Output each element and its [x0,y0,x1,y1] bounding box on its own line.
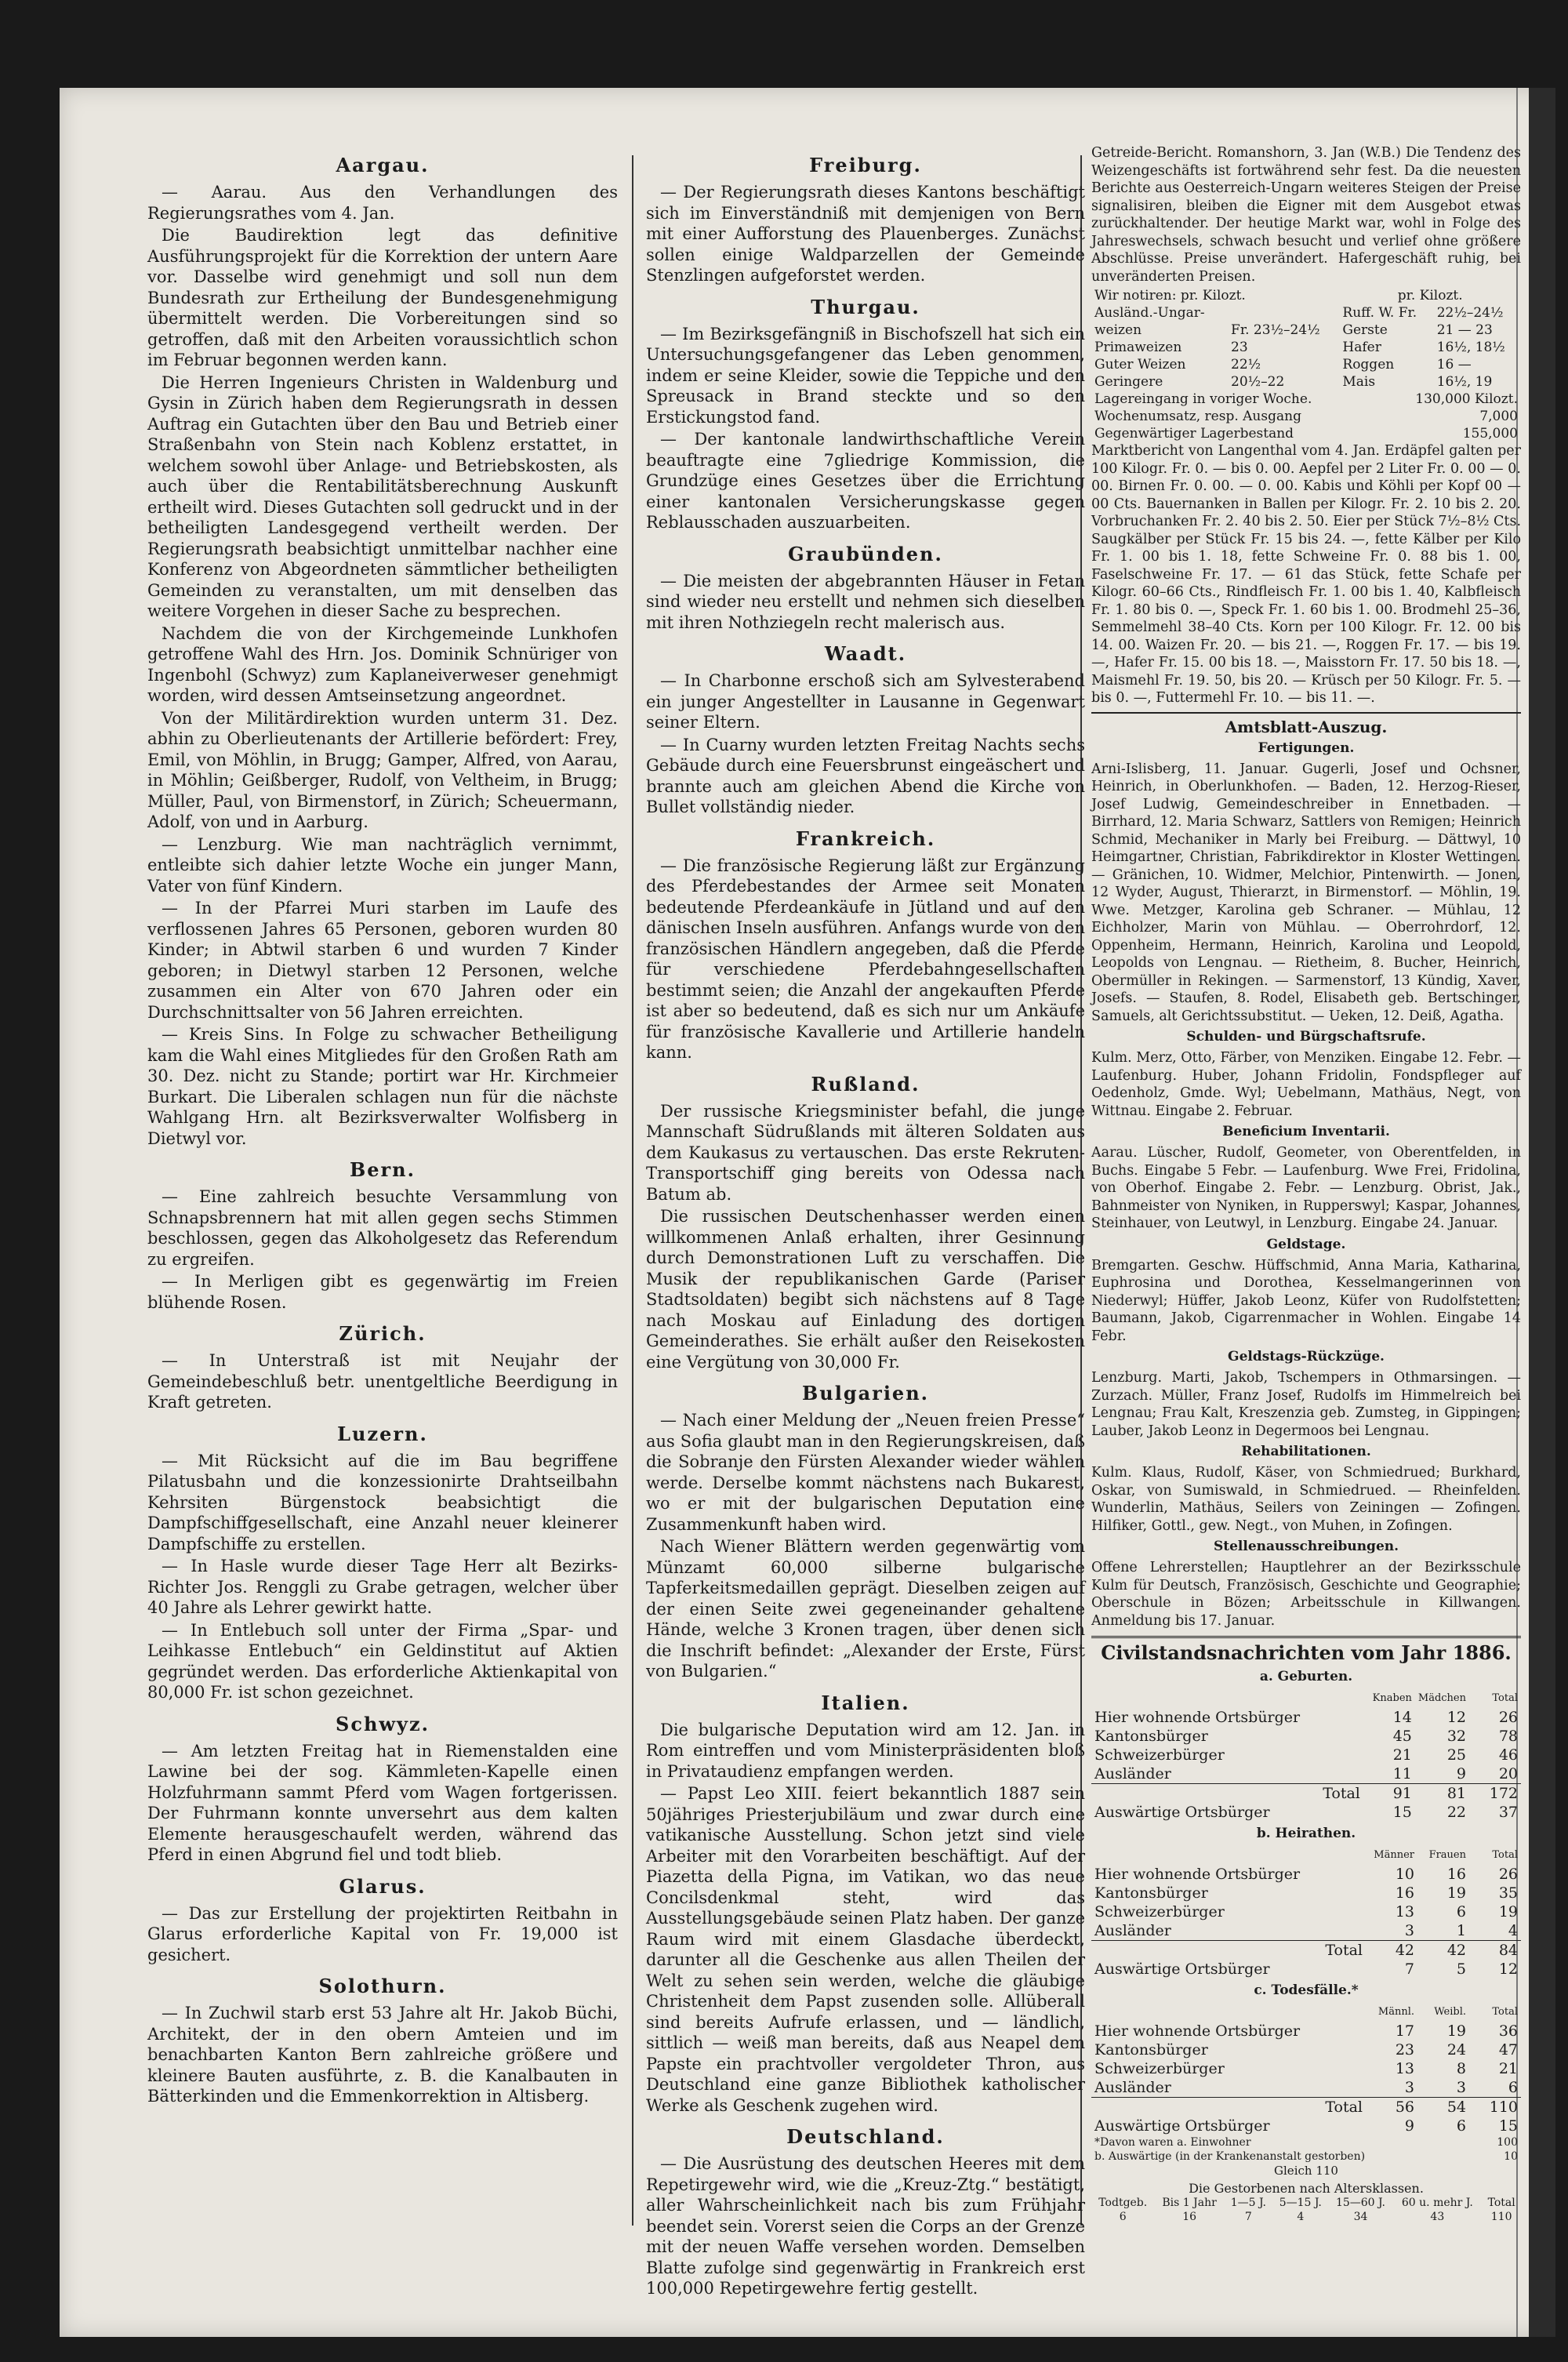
age-value: 110 [1490,2211,1512,2223]
stat-row [1091,2022,1521,2040]
stat-label: Hier wohnende Ortsbürger [1094,1866,1301,1883]
stat-value: 3 [1404,2079,1414,2096]
stat-value: 21 [1498,2060,1518,2077]
stat-value: 26 [1498,1709,1518,1726]
stat-value: 13 [1395,1903,1414,1920]
stat-label: Schweizerbürger [1094,2060,1225,2077]
section-heading: Frankreich. [795,827,936,850]
fertigungen-text: Arni-Islisberg, 11. Januar. Gugerli, Josef und Ochsner, Heinrich, in Oberlunkhofen. — Baden, 12. Herzog-Rieser, Josef Ludwig, Gemeindeschreiber in Ennetbaden. — Birrhard, 12. Maria Schwarz, Sattlers von Remigen; Heinrich Schmid, Mechaniker in Marly bei Freiburg. — Dättwyl, 10 Heimgartner, Christian, Fabrikdirektor in Kloster Wettingen. — Gränichen, 10. Widmer, Melchior, Pintenwirth. — Jonen, 12 Wyder, August, Thierarzt, in Birmenstorf. — Möhlin, 19. Wwe. Metzger, Karolina geb Schraner. — Mühlau, 12 Eichholzer, Marin von Mühlau. — Oberrohrdorf, 12. Oppenheim, Hermann, Heinrich, Karolina und Leopold, Leopolds von Lengnau. — Rietheim, 8. Bucher, Heinrich, Obermüller in Rekingen. — Sarmenstorf, 13 Kündig, Xaver, Josefs. — Staufen, 8. Rodel, Elisabeth geb. Bertschinger, Samuels, alt Gerichtssubstitut. — Ueken, 12. Deiß, Agatha. [1091,761,1521,1024]
stellen-text: Offene Lehrerstellen; Hauptlehrer an der Bezirksschule Kulm für Deutsch, Französisch, Geschichte und Geographie; Oberschule in Bözen; Arbeitsschule in Killwangen. Anmeldung bis 17. Januar. [1091,1560,1521,1629]
stat-header-blank [1091,2003,1366,2022]
article-paragraph: Nach Wiener Blättern werden gegenwärtig vom Münzamt 60,000 silberne bulgarische Tapferkeitsmedaillen geprägt. Dieselben zeigen auf der einen Seite zwei gegeneinander gehaltene Hände, welche 3 Kronen tragen, über denen sich die Inschrift befindet: „Alexander der Erste, Fürst von Bulgarien.“ [646,1537,1085,1681]
stat-row [1091,1708,1521,1727]
price-cell: Mais [1342,374,1376,390]
stat-column-header: Männl. [1377,2006,1414,2018]
section-heading: Aargau. [336,154,430,176]
price-cell: Guter Weizen [1094,357,1186,372]
section-heading: Bulgarien. [801,1382,930,1404]
stat-value: 9 [1456,1765,1466,1782]
stock-label: Lagereingang in voriger Woche. [1094,391,1312,407]
stock-row [1091,408,1521,425]
stat-value: 12 [1446,1709,1466,1726]
age-column-header: 60 u. mehr J. [1401,2197,1473,2209]
article-paragraph: Die bulgarische Deputation wird am 12. Jan. in Rom eintreffen und vom Ministerpräsidenten bloß in Privataudienz empfangen werden. [646,1720,1085,1781]
section-heading: Freiburg. [809,154,922,176]
stat-value: 16 [1395,1884,1414,1902]
stat-value: 12 [1498,1960,1518,1978]
stock-label: Gegenwärtiger Lagerbestand [1094,426,1294,442]
section-heading: Schwyz. [336,1712,430,1735]
stat-label: Hier wohnende Ortsbürger [1094,2022,1301,2040]
stat-value: 56 [1395,2099,1414,2116]
article-paragraph: — In Merligen gibt es gegenwärtig im Freien blühende Rosen. [147,1272,618,1312]
price-cell: Fr. 23½–24½ [1231,322,1320,338]
section-heading: Graubünden. [788,542,943,565]
section-heading: Thurgau. [811,295,920,318]
stock-table [1091,391,1521,442]
article-paragraph: Die Herren Ingenieurs Christen in Waldenburg und Gysin in Zürich haben dem Regierungsrath in dessen Auftrag ein Gutachten über den Bau und Betrieb einer Straßenbahn von Stein nach Koblenz erstattet, in welchem sowohl über Anlage- und Betriebskosten, als auch über die Rentabilitätsberechnung Auskunft ertheilt wird. Dieses Gutachten soll gedruckt und in der betheiligten Landesgegend vertheilt werden. Der Regierungsrath beabsichtigt unmittelbar nachher eine Konferenz von Abgeordneten sämmtlicher betheiligten Gemeinden zu veranstalten, um mit denselben das weitere Vorgehen in dieser Sache zu besprechen. [147,372,618,620]
article-paragraph: — In der Pfarrei Muri starben im Laufe des verflossenen Jahres 65 Personen, geboren wurden 80 Kinder; in Abtwil starben 6 und wurden 7 Kinder geboren; in Dietwyl starben 12 Personen, welche zusammen ein Alter von 670 Jahren oder ein Durchschnittsalter von 56 Jahren erreichten. [147,899,618,1022]
stat-row [1091,2078,1521,2098]
stat-value: 6 [1456,1903,1466,1920]
stat-row [1091,2098,1521,2117]
price-cell: 20½–22 [1231,374,1285,390]
article-paragraph: — Am letzten Freitag hat in Riemenstalden eine Lawine bei der sog. Kämmleten-Kapelle einen Holzfuhrmann sammt Pferd vom Wagen fortgerissen. Der Fuhrmann konnte unversehrt aus dem kalten Elemente herausgeschaufelt werden, während das Pferd in einen Abgrund fiel und todt blieb. [147,1741,618,1864]
stat-value: 47 [1498,2041,1518,2059]
stat-value: 1 [1456,1922,1466,1939]
price-row [1091,373,1521,391]
price-cell: Gerste [1342,322,1388,338]
stat-column-header: Weibl. [1434,2006,1466,2018]
age-column-header: Todtgeb. [1098,2197,1148,2209]
age-column-header: 5—15 J. [1279,2197,1322,2209]
stat-value: 42 [1446,1942,1466,1959]
grain-report: Getreide-Bericht. Romanshorn, 3. Jan (W.B.) Die Tendenz des Weizengeschäfts ist fortwährend sehr fest. Da die neuesten Berichte aus Oesterreich-Ungarn weiteres Steigen der Preise signalisiren, bleiben die Eigner mit dem Ausgebot etwas zurückhaltender. Der heutige Markt war, wohl in Folge des Jahreswechsels, schwach besucht und verlief ohne größere Abschlüsse. Preise unverändert. Hafergeschäft ruhig, bei unveränderten Preisen. [1091,145,1521,285]
stat-value: 35 [1498,1884,1518,1902]
age-classes-heading: Die Gestorbenen nach Altersklassen. [1189,2181,1424,2196]
section-heading: Bern. [349,1158,416,1181]
age-column-header: 15—60 J. [1335,2197,1386,2209]
stat-value: 11 [1392,1765,1412,1782]
stock-value: 155,000 [1462,426,1518,442]
stat-row [1091,1746,1521,1764]
article-paragraph: — Mit Rücksicht auf die im Bau begriffene Pilatusbahn und die konzessionirte Drahtseilbahn Kehrsiten Bürgenstock beabsichtigt die Dampfschiffgesellschaft, eine Anzahl neuer kleinerer Dampfschiffe zu erstellen. [147,1451,618,1553]
stat-label: Kantonsbürger [1094,1728,1208,1745]
deaths-heading: c. Todesfälle.* [1254,1982,1359,1998]
stat-value: 4 [1508,1922,1518,1939]
section-heading: Deutschland. [786,2125,945,2148]
stat-row [1091,1784,1521,1804]
age-classes-table [1091,2196,1521,2224]
price-cell: Primaweizen [1094,340,1182,355]
stat-column-header: Knaben [1372,1692,1412,1704]
deaths-note-2-value: 10 [1504,2150,1518,2163]
stat-row [1091,1803,1521,1822]
newspaper-page [60,88,1555,2337]
price-cell: weizen [1094,322,1142,338]
schulden-heading: Schulden- und Bürgschaftsrufe. [1186,1029,1426,1045]
stat-label: Schweizerbürger [1094,1746,1225,1764]
price-row [1091,356,1521,373]
price-row [1091,304,1521,322]
stat-row [1091,2059,1521,2078]
stat-value: 9 [1404,2117,1414,2135]
article-paragraph: — Aarau. Aus den Verhandlungen des Regierungsrathes vom 4. Jan. [147,183,618,223]
stat-value: 15 [1498,2117,1518,2135]
article-paragraph: Von der Militärdirektion wurden unterm 31. Dez. abhin zu Oberlieutenants der Artillerie befördert: Frey, Emil, von Möhlin, in Brugg; Gamper, Alfred, von Aarau, in Möhlin; Geißberger, Rudolf, von Veltheim, in Brugg; Müller, Paul, von Birmenstorf, in Zürich; Scheuermann, Adolf, von und in Aarburg. [147,708,618,831]
age-value: 34 [1353,2211,1368,2223]
article-paragraph: Die Baudirektion legt das definitive Ausführungsprojekt für die Korrektion der untern Aare vor. Dasselbe wird genehmigt und soll nun dem Bundesrath zur Ertheilung der Bundesgenehmigung übermittelt werden. Die Vorbereitungen sind so getroffen, daß mit den Arbeiten voraussichtlich schon im Februar begonnen werden kann. [147,226,618,369]
price-cell [1228,304,1339,322]
stat-label: Schweizerbürger [1094,1903,1225,1920]
stock-value: 7,000 [1479,409,1518,424]
article-paragraph: — In Entlebuch soll unter der Firma „Spar- und Leihkasse Entlebuch“ ein Geldinstitut auf Aktien gegründet werden. Das erforderliche Aktienkapital von 80,000 Fr. ist schon gezeichnet. [147,1620,618,1702]
deaths-sum: Gleich 110 [1274,2164,1338,2178]
stat-value: 37 [1498,1804,1518,1821]
stat-value: 3 [1456,2079,1466,2096]
stat-column-header: Total [1492,2006,1518,2018]
stat-label: Kantonsbürger [1094,2041,1208,2059]
price-header-left: Wir notiren: pr. Kilozt. [1094,288,1246,303]
stat-value: 36 [1498,2022,1518,2040]
stat-label: Hier wohnende Ortsbürger [1094,1709,1301,1726]
price-row [1091,322,1521,339]
price-cell: Roggen [1342,357,1395,372]
stock-row [1091,425,1521,442]
stock-row [1091,391,1521,408]
amtsblatt-heading: Amtsblatt-Auszug. [1225,717,1388,736]
article-paragraph: — In Cuarny wurden letzten Freitag Nachts sechs Gebäude durch eine Feuersbrunst eingeäschert und brannte auch am gleichen Abend die Kirche von Bullet vollständig nieder. [646,735,1085,816]
stat-value: 78 [1498,1728,1518,1745]
article-paragraph: — Die Ausrüstung des deutschen Heeres mit dem Repetirgewehr wird, wie die „Kreuz-Ztg.“ bestätigt, aller Wahrscheinlichkeit nach bis zum Frühjahr beendet sein. Vorerst seien die Corps an der Grenze mit der neuen Waffe versehen worden. Demselben Blatte zufolge sind gegenwärtig in Frankreich erst 100,000 Repetirgewehre fertig gestellt. [646,2154,1085,2298]
age-value: 7 [1244,2211,1252,2223]
geldstage-text: Bremgarten. Geschw. Hüffschmid, Anna Maria, Katharina, Euphrosina und Dorothea, Kesselmangerinnen von Niederwyl; Hüffer, Jakob Leonz, Küfer von Rudolfstetten; Baumann, Jakob, Cigarrenmacher in Wohlen. Eingabe 14 Febr. [1091,1257,1521,1344]
schulden-text: Kulm. Merz, Otto, Färber, von Menziken. Eingabe 12. Febr. — Laufenburg. Huber, Johann Fridolin, Fondspfleger auf Oedenholz, Gmde. Wyl; Uebelmann, Mathäus, Negt, von Wittnau. Eingabe 2. Februar. [1091,1050,1521,1119]
price-cell: 23 [1231,340,1248,355]
stat-value: 3 [1404,1922,1414,1939]
article-paragraph: — In Unterstraß ist mit Neujahr der Gemeindebeschluß betr. unentgeltliche Beerdigung in Kraft getreten. [147,1351,618,1412]
price-cell: 16½, 18½ [1436,340,1505,355]
age-column-header: 1—5 J. [1230,2197,1266,2209]
marriages-table [1091,1846,1521,1979]
stat-value: 23 [1395,2041,1414,2059]
section-heading: Italien. [821,1691,910,1714]
deaths-note-2: b. Auswärtige (in der Krankenanstalt gestorben) [1094,2150,1366,2163]
stat-value: 32 [1446,1728,1466,1745]
section-heading: Rußland. [811,1072,920,1096]
price-header-right: pr. Kilozt. [1397,288,1463,303]
article-paragraph: — Kreis Sins. In Folge zu schwacher Betheiligung kam die Wahl eines Mitgliedes für den Großen Rath am 30. Dez. nicht zu Stande; portirt war Hr. Kirchmeier Burkart. Die Liberalen schlagen nun für die nächste Wahlgang Hrn. alt Bezirksverwalter Wolfisberg in Dietwyl vor. [147,1025,618,1148]
divider [1091,712,1521,714]
deaths-note-1: *Davon waren a. Einwohner [1094,2136,1251,2149]
article-paragraph: Der russische Kriegsminister befahl, die junge Mannschaft Südrußlands mit älteren Soldaten aus dem Kaukasus zu vertauschen. Das erste Rekruten-Transportschiff ging bereits von Odessa nach Batum ab. [646,1101,1085,1204]
stat-value: 172 [1489,1785,1518,1802]
age-value: 16 [1182,2211,1197,2223]
stat-label: Auswärtige Ortsbürger [1094,1804,1270,1821]
stat-row [1091,2040,1521,2059]
stat-header-row [1091,2003,1521,2022]
article-paragraph: — Die französische Regierung läßt zur Ergänzung des Pferdebestandes der Armee seit Monaten bedeutende Pferdeankäufe in Jütland und auf den dänischen Inseln ausführen. Anfangs wurde von den französischen Händlern angegeben, daß die Pferde für verschiedene Pferdebahngesellschaften bestimmt seien; die Anzahl der angekauften Pferde ist aber so bedeutend, daß es sich nur um Ankäufe für französische Kavallerie und Artillerie handeln kann. [646,856,1085,1062]
column-middle [646,144,1085,2301]
stat-label: Kantonsbürger [1094,1884,1208,1902]
stat-label: Auswärtige Ortsbürger [1094,2117,1270,2135]
stat-value: 6 [1508,2079,1518,2096]
price-cell: 22½ [1231,357,1261,372]
deaths-note-1-value: 100 [1497,2136,1518,2149]
column-left [147,144,618,2109]
stat-label: Ausländer [1094,1765,1171,1782]
stat-value: 110 [1489,2099,1518,2116]
stat-header-row [1091,1846,1521,1865]
stat-value: 24 [1446,2041,1466,2059]
stat-value: 10 [1395,1866,1414,1883]
stat-row [1091,1764,1521,1784]
fertigungen-heading: Fertigungen. [1258,739,1355,756]
stat-value: 26 [1498,1866,1518,1883]
stat-header-blank [1091,1846,1366,1865]
rueckzuege-text: Lenzburg. Marti, Jakob, Tschempers in Othmarsingen. — Zurzach. Müller, Franz Josef, Rudolfs im Himmelreich bei Lengnau; Frau Kalt, Kreszenzia geb. Zumsteg, in Gippingen; Lauber, Jakob Leonz in Degermoos bei Lengnau. [1091,1370,1521,1439]
age-value-row [1091,2210,1521,2224]
section-heading: Zürich. [339,1322,426,1345]
geldstage-heading: Geldstage. [1266,1236,1346,1252]
stat-row [1091,1865,1521,1884]
page-edge-shadow [1529,88,1555,2337]
article-paragraph: — In Hasle wurde dieser Tage Herr alt Bezirks-Richter Jos. Renggli zu Grabe getragen, welcher über 40 Jahre als Lehrer gewirkt hatte. [147,1557,618,1617]
births-heading: a. Geburten. [1259,1669,1353,1684]
price-cell: Ruff. W. Fr. [1342,305,1417,321]
article-paragraph: — In Zuchwil starb erst 53 Jahre alt Hr. Jakob Büchi, Architekt, der in den obern Amteien und im benachbarten Kanton Bern zahlreiche größere und kleinere Bauten ausführte, z. B. die Kanalbauten in Bätterkinden und die Emmenkorrektion in Altisberg. [147,2004,618,2106]
article-paragraph: — Im Bezirksgefängniß in Bischofszell hat sich ein Untersuchungsgefangener das Leben genommen, indem er seine Kleider, sowie die Teppiche und den Spreusack in Brand steckte und so den Erstickungstod fand. [646,324,1085,427]
civil-registry-title: Civilstandsnachrichten vom Jahr 1886. [1091,1636,1521,1665]
deaths-note-table [1091,2135,1521,2164]
stat-label: Ausländer [1094,2079,1171,2096]
stat-value: 8 [1456,2060,1466,2077]
stat-value: 54 [1446,2099,1466,2116]
age-column-header: Bis 1 Jahr [1162,2197,1217,2209]
age-header-row [1091,2196,1521,2210]
stat-value: 14 [1392,1709,1412,1726]
column-rule [632,155,633,2226]
section-heading: Waadt. [824,642,907,665]
stat-label: Total [1323,1785,1360,1802]
article-paragraph: — Die meisten der abgebrannten Häuser in Fetan sind wieder neu erstellt und nehmen sich dieselben mit ihren Nothziegeln recht malerisch aus. [646,571,1085,632]
market-report-langenthal: Marktbericht von Langenthal vom 4. Jan. Erdäpfel galten per 100 Kilogr. Fr. 0. — bis 0. 00. Aepfel per 2 Liter Fr. 0. 00 — 0. 00. Birnen Fr. 0. 00. — 0. 00. Kabis und Köhli per Kopf 00 — 00 Cts. Bauernanken in Ballen per Kilogr. Fr. 2. 10 bis 2. 20. Vorbruchanken Fr. 2. 40 bis 2. 50. Eier per Stück 7½–8½ Cts. Saugkälber per Stück Fr. 15 bis 24. —, fette Kälber per Kilo Fr. 1. 00 bis 1. 18, fette Schweine Fr. 0. 88 bis 1. 00, Faselschweine Fr. 17. — 61 das Stück, fette Schafe per Kilogr. 60–66 Cts., Rindfleisch Fr. 1. 00 bis 1. 40, Kalbfleisch Fr. 1. 80 bis 0. —, Speck Fr. 1. 60 bis 1. 00. Brodmehl 25–36, Semmelmehl 38–40 Cts. Korn per 100 Kilogr. Fr. 12. 00 bis 14. 00. Waizen Fr. 20. — bis 21. —, Roggen Fr. 17. — bis 19. —, Hafer Fr. 15. 00 bis 18. —, Maisstorn Fr. 17. 50 bis 18. —, Maismehl Fr. 19. 50, bis 20. — Krüsch per 50 Kilogr. Fr. 5. — bis 0. —, Futtermehl Fr. 10. — bis 11. —. [1091,443,1522,706]
stat-column-header: Mädchen [1417,1692,1466,1704]
inventar-heading: Beneficium Inventarii. [1222,1124,1390,1139]
stat-header-blank [1091,1689,1363,1708]
stat-label: Auswärtige Ortsbürger [1094,1960,1270,1978]
price-cell: 16½, 19 [1436,374,1493,390]
stat-value: 91 [1392,1785,1412,1802]
stat-column-header: Total [1492,1692,1518,1704]
rueckzuege-heading: Geldstags-Rückzüge. [1228,1349,1385,1365]
age-column-header: Total [1487,2197,1515,2209]
age-value: 43 [1430,2211,1445,2223]
age-value: 4 [1297,2211,1305,2223]
stat-value: 13 [1395,2060,1414,2077]
stat-value: 19 [1446,2022,1466,2040]
stat-value: 81 [1446,1785,1466,1802]
marriages-heading: b. Heirathen. [1256,1826,1356,1841]
stat-value: 19 [1446,1884,1466,1902]
article-paragraph: — Papst Leo XIII. feiert bekanntlich 1887 sein 50jähriges Priesterjubiläum und zwar durch eine vatikanische Ausstellung. Schon jetzt sind viele Arbeiter mit den Vorarbeiten beschäftigt. Auf der Piazetta della Pigna, im Vatikan, wo das neue Concilsdenkmal steht, wird das Ausstellungsgebäude seinen Platz haben. Der ganze Raum wird mit einem Glasdache überdeckt, darunter all die Geschenke aus allen Theilen der Welt zu sehen sein werden, welche die gläubige Christenheit dem Papst zusenden solle. Allüberall sind bereits Aufrufe erlassen, und — ländlich, sittlich — weiß man bereits, daß aus Neapel dem Papste ein prachtvoller vergoldeter Thron, aus Deutschland eine ganze Bibliothek katholischer Werke als Geschenk zugehen wird. [646,1784,1085,2115]
stat-value: 42 [1395,1942,1414,1959]
inventar-text: Aarau. Lüscher, Rudolf, Geometer, von Oberentfelden, in Buchs. Eingabe 5 Febr. — Laufenburg. Wwe Frei, Fridolina, von Oberhof. Eingabe 2. Febr. — Lenzburg. Obrist, Jak., Bahnmeister von Nyniken, in Rupperswyl; Kaspar, Johannes, Steinhauer, von Leutwyl, in Lenzburg. Eingabe 24. Januar. [1091,1145,1521,1231]
stat-label: Ausländer [1094,1922,1171,1939]
stat-value: 17 [1395,2022,1414,2040]
article-paragraph: — Der kantonale landwirthschaftliche Verein beauftragte eine 7gliedrige Kommission, die Grundzüge eines Gesetzes über die Errichtung einer kantonalen Versicherungskasse gegen Reblausschaden auszuarbeiten. [646,430,1085,532]
stat-row [1091,1902,1521,1921]
stat-label: Total [1325,2099,1363,2116]
stat-column-header: Total [1492,1849,1518,1861]
price-cell: Hafer [1342,340,1381,355]
grain-price-table [1091,287,1521,391]
stat-value: 22 [1446,1804,1466,1821]
price-row [1091,339,1521,356]
section-heading: Solothurn. [318,1975,447,1997]
article-paragraph: Nachdem die von der Kirchgemeinde Lunkhofen getroffene Wahl des Hrn. Jos. Dominik Schnüriger von Ingenbohl (Schwyz) zum Kaplaneiverweser genehmigt worden, wird dessen Amtseinsetzung angeordnet. [147,623,618,705]
stat-column-header: Frauen [1428,1849,1466,1861]
stat-row [1091,1941,1521,1960]
section-heading: Glarus. [339,1874,426,1898]
stat-value: 19 [1498,1903,1518,1920]
stat-row [1091,2117,1521,2135]
births-table [1091,1689,1521,1822]
stat-value: 16 [1446,1866,1466,1883]
stock-value: 130,000 Kilozt. [1415,391,1518,407]
stat-value: 20 [1498,1765,1518,1782]
section-heading: Luzern. [337,1422,428,1445]
stat-value: 7 [1404,1960,1414,1978]
rehab-text: Kulm. Klaus, Rudolf, Käser, von Schmiedrued; Burkhard, Oskar, von Sumiswald, in Schmiedrued. — Rheinfelden. Wunderlin, Mathäus, Seilers von Zeiningen — Zofingen. Hilfiker, Gottl., gew. Negt., von Muhen, in Zofingen. [1091,1465,1521,1534]
price-cell: 21 — 23 [1436,322,1493,338]
article-paragraph: — Der Regierungsrath dieses Kantons beschäftigt sich im Einverständniß mit demjenigen von Bern mit einer Aufforstung des Plauenberges. Zunächst sollen einige Waldparzellen der Gemeinde Stenzlingen aufgeforstet werden. [646,183,1085,285]
price-cell: Geringere [1094,374,1163,390]
stat-header-row [1091,1689,1521,1708]
stat-column-header: Männer [1374,1849,1414,1861]
stat-label: Total [1325,1942,1363,1959]
stat-row [1091,1727,1521,1746]
stat-value: 6 [1456,2117,1466,2135]
stat-value: 21 [1392,1746,1412,1764]
stat-value: 45 [1392,1728,1412,1745]
article-paragraph: — In Charbonne erschoß sich am Sylvesterabend ein junger Angestellter in Lausanne in Gegenwart seiner Eltern. [646,671,1085,732]
stat-value: 25 [1446,1746,1466,1764]
stat-value: 46 [1498,1746,1518,1764]
age-value: 6 [1119,2211,1127,2223]
article-paragraph: Die russischen Deutschenhasser werden einen willkommenen Anlaß erhalten, ihrer Gesinnung durch Demonstrationen Luft zu verschaffen. Die Musik der republikanischen Garde (Pariser Stadtsoldaten) begibt sich nächstens auf 8 Tage nach Moskau auf Einladung des dortigen Gemeinderathes. Sie erhält außer den Reisekosten eine Vergütung von 30,000 Fr. [646,1207,1085,1372]
article-paragraph: — Das zur Erstellung der projektirten Reitbahn in Glarus erforderliche Kapital von Fr. 19,000 ist gesichert. [147,1903,618,1964]
stat-row [1091,1921,1521,1941]
stock-label: Wochenumsatz, resp. Ausgang [1094,409,1301,424]
rehab-heading: Rehabilitationen. [1241,1444,1371,1459]
column-right [1091,144,1521,2224]
article-paragraph: — Eine zahlreich besuchte Versammlung von Schnapsbrennern hat mit allen gegen sechs Stimmen beschlossen, gegen das Alkoholgesetz das Referendum zu ergreifen. [147,1187,618,1269]
price-cell: 22½–24½ [1436,305,1504,321]
price-cell: Ausländ.-Ungar- [1094,305,1205,321]
stellen-heading: Stellenausschreibungen. [1213,1539,1399,1554]
stat-row [1091,1884,1521,1902]
stat-value: 84 [1498,1942,1518,1959]
price-cell: 16 — [1436,357,1472,372]
article-paragraph: — Nach einer Meldung der „Neuen freien Presse“ aus Sofia glaubt man in den Regierungskreisen, daß die Sobranje den Fürsten Alexander wieder wählen werde. Derselbe kommt nächstens nach Bukarest, wo er mit der bulgarischen Deputation eine Zusammenkunft haben wird. [646,1411,1085,1534]
deaths-table [1091,2003,1521,2135]
stat-value: 15 [1392,1804,1412,1821]
stat-value: 5 [1456,1960,1466,1978]
article-paragraph: — Lenzburg. Wie man nachträglich vernimmt, entleibte sich dahier letzte Woche ein junger Mann, Vater von fünf Kindern. [147,834,618,896]
stat-row [1091,1960,1521,1979]
